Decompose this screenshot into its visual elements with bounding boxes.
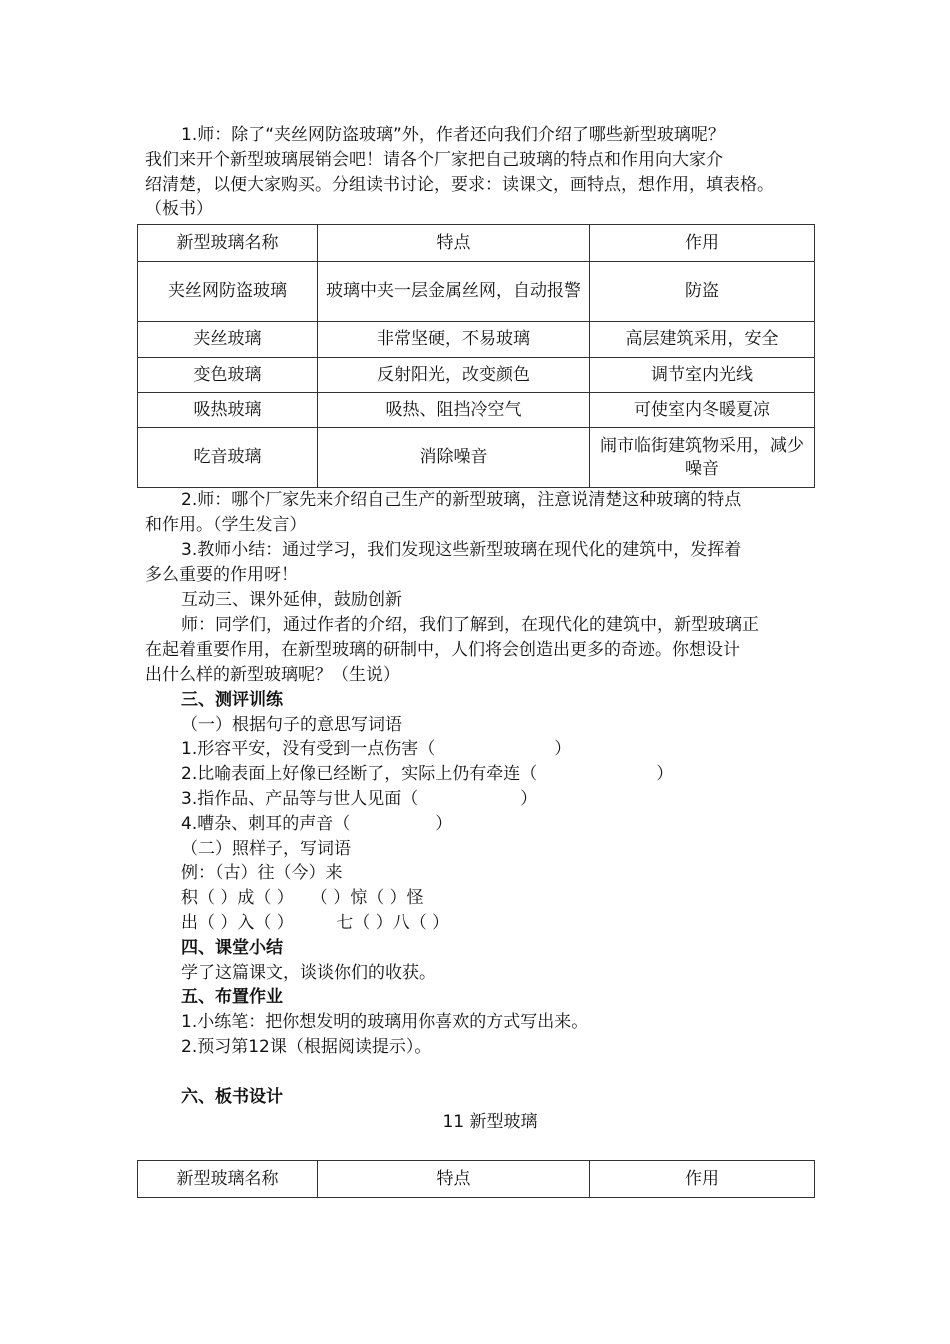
exercise-blanks: 积（ ）成（ ） （ ）惊（ ）怪 xyxy=(181,888,424,908)
table-row xyxy=(138,358,815,393)
table-cell: 夹丝网防盗玻璃 xyxy=(138,262,318,322)
exercise-example: 例：（古）往（今）来 xyxy=(181,863,343,883)
body-line: 和作用。（学生发言） xyxy=(145,515,307,535)
section-title-assessment: 三、测评训练 xyxy=(181,690,283,710)
exercise-item: 2.比喻表面上好像已经断了，实际上仍有牵连（ ） xyxy=(181,764,674,784)
homework-item: 1.小练笔：把你想发明的玻璃用你喜欢的方式写出来。 xyxy=(181,1012,589,1032)
exercise-blanks: 出（ ）入（ ） 七（ ）八（ ） xyxy=(181,913,450,933)
table-header-feature: 特点 xyxy=(318,225,590,262)
table-row xyxy=(138,262,815,322)
table-cell: 吸热、阻挡冷空气 xyxy=(318,393,590,428)
homework-item: 2.预习第12课（根据阅读提示）。 xyxy=(181,1037,432,1057)
table-cell: 非常坚硬，不易玻璃 xyxy=(318,322,590,358)
body-line: 在起着重要作用，在新型玻璃的研制中，人们将会创造出更多的奇迹。你想设计 xyxy=(145,640,740,660)
body-line: 多么重要的作用呀！ xyxy=(145,565,298,585)
section-heading-interaction: 互动三、课外延伸，鼓励创新 xyxy=(181,590,402,610)
intro-line: 1.师：除了“夹丝网防盗玻璃”外，作者还向我们介绍了哪些新型玻璃呢？ xyxy=(181,125,725,145)
exercise-part-title: （二）照样子，写词语 xyxy=(181,839,351,859)
exercise-item: 1.形容平安，没有受到一点伤害（ ） xyxy=(181,739,572,759)
table-header-name: 新型玻璃名称 xyxy=(138,1161,318,1198)
table-header-name: 新型玻璃名称 xyxy=(138,225,318,262)
table-cell: 夹丝玻璃 xyxy=(138,322,318,358)
table-cell: 玻璃中夹一层金属丝网，自动报警 xyxy=(318,262,590,322)
exercise-part-title: （一）根据句子的意思写词语 xyxy=(181,715,402,735)
summary-text: 学了这篇课文，谈谈你们的收获。 xyxy=(181,963,436,983)
section-title-board-design: 六、板书设计 xyxy=(181,1087,283,1107)
intro-line: 我们来开个新型玻璃展销会吧！请各个厂家把自己玻璃的特点和作用向大家介 xyxy=(145,150,723,170)
exercise-item: 3.指作品、产品等与世人见面（ ） xyxy=(181,789,538,809)
table-cell: 闹市临街建筑物采用，减少噪音 xyxy=(590,428,815,488)
exercise-item: 4.嘈杂、刺耳的声音（ ） xyxy=(181,814,453,834)
table-header-feature: 特点 xyxy=(318,1161,590,1198)
table-cell: 调节室内光线 xyxy=(590,358,815,393)
body-line: 师：同学们，通过作者的介绍，我们了解到，在现代化的建筑中，新型玻璃正 xyxy=(181,615,759,635)
intro-line: （板书） xyxy=(145,199,213,219)
body-line: 出什么样的新型玻璃呢？（生说） xyxy=(145,665,400,685)
table-header-use: 作用 xyxy=(590,1161,815,1198)
section-title-homework: 五、布置作业 xyxy=(181,987,283,1007)
table-cell: 消除噪音 xyxy=(318,428,590,488)
board-title: 11 新型玻璃 xyxy=(442,1112,538,1132)
table-header-row xyxy=(138,225,815,262)
intro-line: 绍清楚，以便大家购买。分组读书讨论，要求：读课文，画特点，想作用，填表格。 xyxy=(145,175,774,195)
section-title-summary: 四、课堂小结 xyxy=(181,938,283,958)
table-cell: 可使室内冬暖夏凉 xyxy=(590,393,815,428)
body-line: 2.师：哪个厂家先来介绍自己生产的新型玻璃，注意说清楚这种玻璃的特点 xyxy=(181,490,742,510)
table-cell: 高层建筑采用，安全 xyxy=(590,322,815,358)
table-cell: 变色玻璃 xyxy=(138,358,318,393)
table-row xyxy=(138,322,815,358)
table-row xyxy=(138,428,815,488)
body-line: 3.教师小结：通过学习，我们发现这些新型玻璃在现代化的建筑中，发挥着 xyxy=(181,540,742,560)
table-cell: 吃音玻璃 xyxy=(138,428,318,488)
table-cell: 吸热玻璃 xyxy=(138,393,318,428)
glass-features-table xyxy=(137,224,815,488)
table-header-use: 作用 xyxy=(590,225,815,262)
board-table xyxy=(137,1160,815,1198)
table-cell: 防盗 xyxy=(590,262,815,322)
table-row xyxy=(138,393,815,428)
table-cell: 反射阳光，改变颜色 xyxy=(318,358,590,393)
table-header-row xyxy=(138,1161,815,1198)
